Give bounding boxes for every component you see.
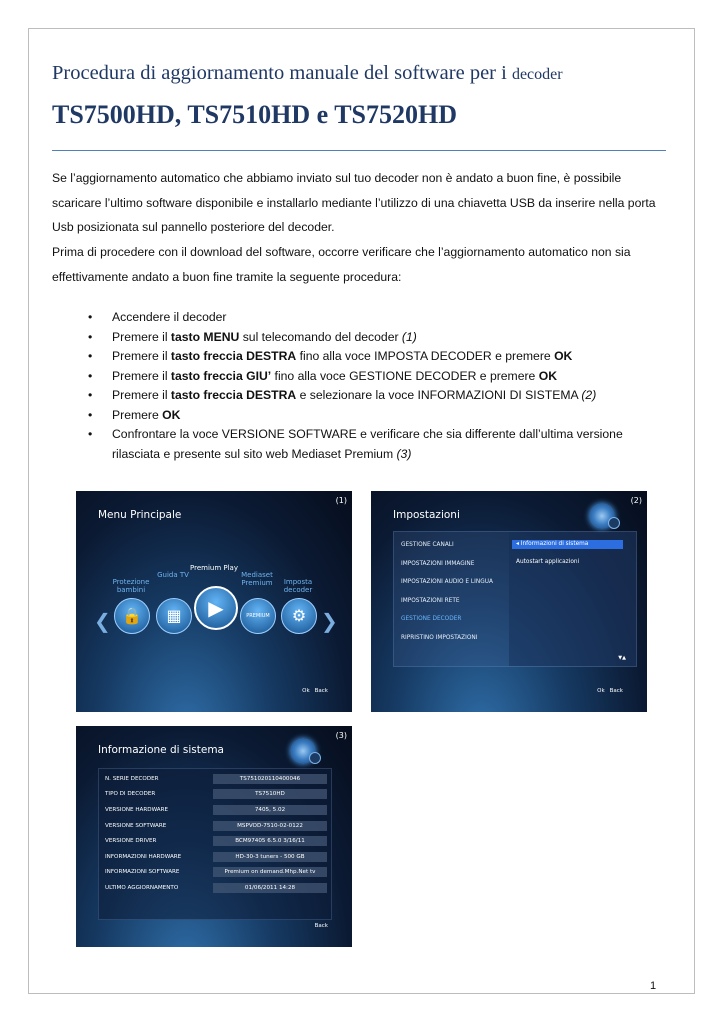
step-item: • Premere il tasto freccia DESTRA e selezionare la voce INFORMAZIONI DI SISTEMA (2) <box>52 386 672 406</box>
menu-label-protezione: Protezione bambini <box>112 578 150 594</box>
menu-item: GESTIONE CANALI <box>401 542 454 548</box>
menu-label-premium-play: Premium Play <box>190 564 238 572</box>
submenu-panel <box>509 532 636 666</box>
menu-item: RIPRISTINO IMPOSTAZIONI <box>401 635 478 641</box>
title-divider <box>52 150 666 151</box>
document-subtitle: Procedura di aggiornamento manuale del software per i decoder <box>52 62 563 84</box>
gear-icon <box>290 738 316 764</box>
remote-hints <box>310 923 328 929</box>
info-row: INFORMAZIONI SOFTWARE Premium on demand.Mhp.Net tv <box>105 867 327 879</box>
back-hint: Back <box>314 688 328 694</box>
info-row: VERSIONE DRIVER BCM97405 6.5.0 3/16/11 <box>105 836 327 848</box>
left-arrow-icon: ❮ <box>94 609 111 633</box>
intro-paragraph: Se l’aggiornamento automatico che abbiamo inviato sul tuo decoder non è andato a buon fine, è possibile scaricare l’ultimo software disponibile e installarlo mediante l’utilizzo di una chiavetta USB da inserire nella porta Usb posizionata sul pannello posteriore del decoder. <box>52 171 656 234</box>
screenshot-main-menu <box>76 491 352 712</box>
scroll-arrows-icon: ▼▲ <box>618 655 626 661</box>
screen-title: Menu Principale <box>98 509 182 521</box>
settings-icon: ⚙ <box>281 598 317 634</box>
figure-tag: (2) <box>630 496 642 505</box>
menu-item: IMPOSTAZIONI RETE <box>401 598 460 604</box>
info-row: VERSIONE SOFTWARE MSPVOD-7510-02-0122 <box>105 821 327 833</box>
step-item: • Premere OK <box>52 406 672 426</box>
back-hint: Back <box>314 923 328 929</box>
menu-label-mediaset: Mediaset Premium <box>241 571 273 587</box>
bullet-icon: • <box>88 388 93 402</box>
right-arrow-icon: ❯ <box>321 609 338 633</box>
remote-hints <box>592 688 623 694</box>
steps-list <box>52 308 672 464</box>
screen-title: Impostazioni <box>393 509 460 521</box>
menu-label-guida: Guida TV <box>157 571 189 579</box>
info-row: ULTIMO AGGIORNAMENTO 01/06/2011 14:28 <box>105 883 327 895</box>
menu-item: IMPOSTAZIONI AUDIO E LINGUA <box>401 579 493 585</box>
document-title: TS7500HD, TS7510HD e TS7520HD <box>52 100 458 129</box>
remote-hints <box>297 688 328 694</box>
info-row: N. SERIE DECODER TS751020110400046 <box>105 774 327 786</box>
step-item: • Premere il tasto MENU sul telecomando del decoder (1) <box>52 328 672 348</box>
menu-item: IMPOSTAZIONI IMMAGINE <box>401 561 475 567</box>
back-hint: Back <box>609 688 623 694</box>
menu-item-selected: GESTIONE DECODER <box>401 616 462 622</box>
bullet-icon: • <box>88 368 93 383</box>
lock-icon: 🔒 <box>114 598 150 634</box>
step-item: • Premere il tasto freccia DESTRA fino alla voce IMPOSTA DECODER e premere OK <box>52 347 672 367</box>
system-info-table <box>98 768 332 920</box>
page-number: 1 <box>650 980 657 992</box>
bullet-icon: • <box>88 427 93 441</box>
menu-label-imposta: Imposta decoder <box>283 578 313 594</box>
info-row: INFORMAZIONI HARDWARE HD-30-3 tuners - 500 GB <box>105 852 327 864</box>
ok-hint: Ok <box>302 688 310 694</box>
figure-tag: (1) <box>335 496 347 505</box>
bullet-icon: • <box>88 329 93 344</box>
gear-icon <box>589 503 615 529</box>
tv-guide-icon: ▦ <box>156 598 192 634</box>
bullet-icon: • <box>88 349 93 363</box>
info-row: TIPO DI DECODER TS7510HD <box>105 789 327 801</box>
bullet-icon: • <box>88 310 93 324</box>
procedure-paragraph: Prima di procedere con il download del software, occorre verificare che l’aggiornamento automatico non sia effettivamente andato a buon fine tramite la seguente procedura: <box>52 245 631 284</box>
premium-logo-icon: PREMIUM <box>240 598 276 634</box>
step-item: • Premere il tasto freccia GIU’ fino alla voce GESTIONE DECODER e premere OK <box>52 367 672 387</box>
bullet-icon: • <box>88 407 93 422</box>
step-item: • Accendere il decoder <box>52 308 672 328</box>
play-icon: ▶ <box>194 586 238 630</box>
submenu-item: Autostart applicazioni <box>516 559 580 565</box>
screen-title: Informazione di sistema <box>98 744 224 756</box>
settings-menu <box>393 531 637 667</box>
info-row: VERSIONE HARDWARE 7405, 5.02 <box>105 805 327 817</box>
step-item: • Confrontare la voce VERSIONE SOFTWARE e verificare che sia differente dall’ultima versione rilasciata e presente sul sito web Mediaset Premium (3) <box>88 427 623 461</box>
submenu-item-selected: ◂ Informazioni di sistema <box>512 540 623 549</box>
ok-hint: Ok <box>597 688 605 694</box>
screenshot-settings <box>371 491 647 712</box>
figure-tag: (3) <box>335 731 347 740</box>
screenshot-system-info <box>76 726 352 947</box>
